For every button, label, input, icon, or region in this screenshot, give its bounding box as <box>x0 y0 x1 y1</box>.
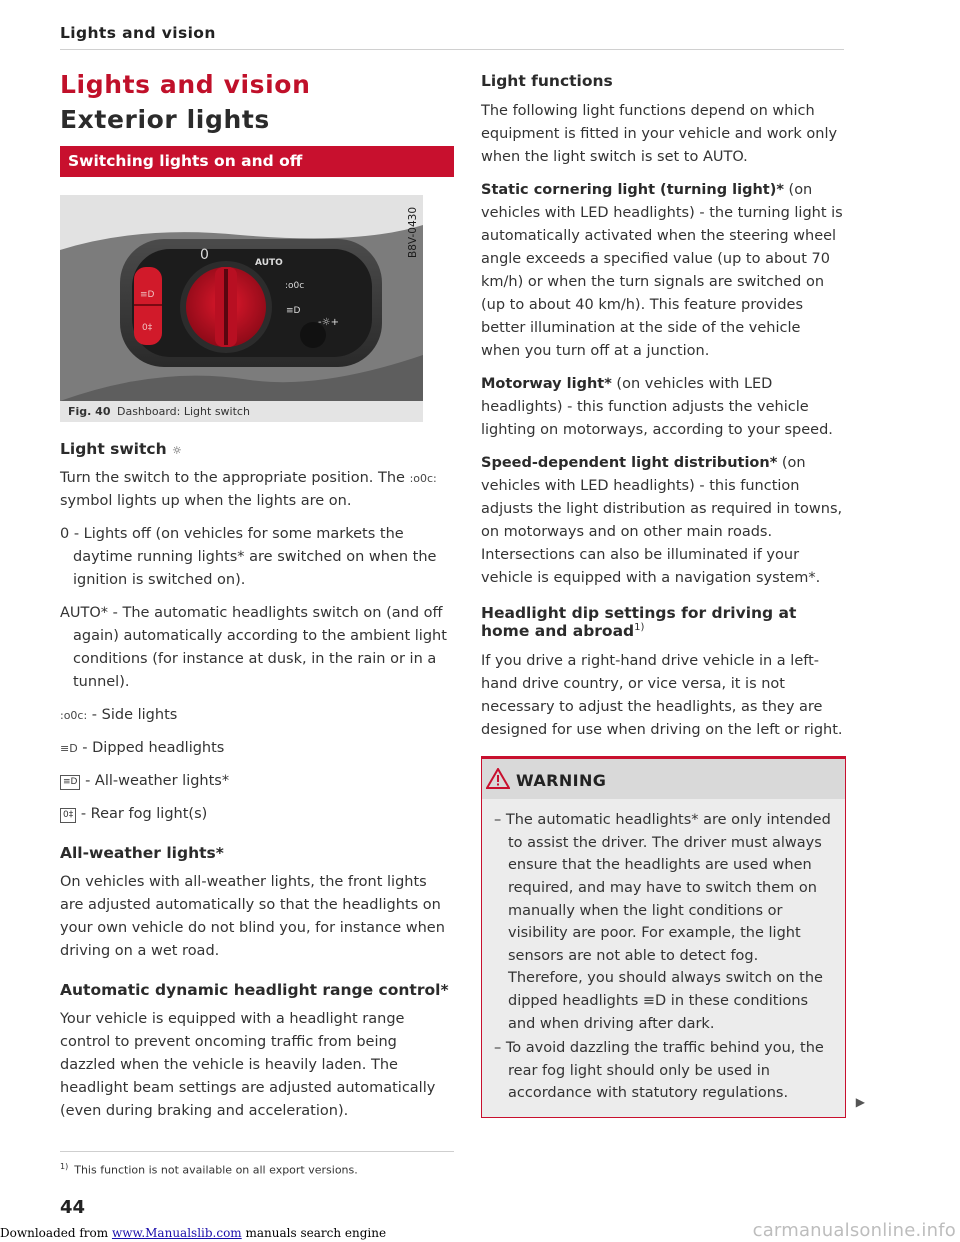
range-control-heading: Automatic dynamic headlight range control* <box>60 981 449 999</box>
light-functions-heading: Light functions <box>481 72 613 90</box>
range-control-paragraph: Your vehicle is equipped with a headlight range control to prevent oncoming traffic from being dazzled when the vehicle is heavily laden. The headlight beam settings are adjusted automatically (even during braking and acceleration). <box>60 1011 436 1119</box>
figure-number: Fig. 40 <box>68 405 111 418</box>
motorway-light-text: (on vehicles with LED headlights) - this function adjusts the vehicle lighting on motorways, according to your speed. <box>481 376 833 438</box>
item-lights-off: 0 - Lights off (on vehicles for some markets the daytime running lights* are switched on when the ignition is switched on). <box>60 526 437 588</box>
watermark: carmanualsonline.info <box>752 1220 956 1241</box>
dial-dipped-icon: ≡D <box>286 306 301 316</box>
allweather-text: - All-weather lights* <box>80 773 230 789</box>
light-switch-heading <box>60 440 454 458</box>
light-functions-intro: The following light functions depend on which equipment is fitted in your vehicle and work only when the light switch is set to AUTO. <box>481 103 838 165</box>
turn-switch-tail: symbol lights up when the lights are on. <box>60 493 352 509</box>
static-cornering-title: Static cornering light (turning light)* <box>481 182 784 198</box>
panel-fog-icon: 0‡ <box>142 323 153 333</box>
footer-prefix: Downloaded from <box>0 1226 112 1240</box>
figure-code: B8V-0430 <box>407 207 419 258</box>
static-cornering-para <box>481 179 844 363</box>
motorway-light-para <box>481 373 844 442</box>
right-column <box>481 66 865 1118</box>
warning-item-1: – The automatic headlights* are only intended to assist the driver. The driver must always ensure that the headlights are used when required, and may have to switch them on manually when the light conditions or visibility are poor. For example, the light sensors are not able to detect fog. Therefore, you should always switch on the dipped headlights ≡D in these conditions and when driving after dark. <box>494 812 831 1032</box>
dip-footnote-ref: 1) <box>634 622 645 633</box>
static-cornering-text: (on vehicles with LED headlights) - the turning light is automatically activated when the steering wheel angle exceeds a specified value (up to about 70 km/h) or when the turn signals are switched on (up to about 40 km/h). This feature provides better illumination at the side of the vehicle when you turn off at a junction. <box>481 182 843 359</box>
warning-box <box>481 756 865 1118</box>
chapter-title: Lights and vision <box>60 70 311 99</box>
turn-switch-text: Turn the switch to the appropriate position. The <box>60 470 410 486</box>
running-header <box>60 24 844 50</box>
rear-fog-icon: 0‡ <box>60 808 76 823</box>
manualslib-link[interactable]: www.Manualslib.com <box>111 1226 242 1240</box>
dip-settings-heading-text: Headlight dip settings for driving at home and abroad <box>481 604 797 641</box>
speed-dependent-text: (on vehicles with LED headlights) - this function adjusts the light distribution as required in towns, on motorways and on other main roads. Intersections can also be illuminated if your vehicle is equipped with a navigation system*. <box>481 455 843 586</box>
download-notice <box>0 1226 386 1240</box>
footnote <box>60 1162 358 1177</box>
allweather-heading: All-weather lights* <box>60 844 224 862</box>
para-turn-switch <box>60 467 454 513</box>
item-fog <box>60 803 454 826</box>
dial-brightness-icon: -☼+ <box>318 317 339 328</box>
light-switch-heading-text: Light switch <box>60 440 167 458</box>
speed-dependent-title: Speed-dependent light distribution* <box>481 455 778 471</box>
figure-caption-text: Dashboard: Light switch <box>116 405 250 418</box>
continue-arrow-icon: ▶ <box>855 1094 865 1109</box>
warning-title: WARNING <box>516 771 607 791</box>
item-side-lights <box>60 704 454 727</box>
dipped-headlights-icon: ≡D <box>60 742 78 755</box>
light-switch-illustration <box>60 195 423 401</box>
item-allweather <box>60 770 454 793</box>
side-lights-icon: :o0c: <box>60 709 88 722</box>
item-auto: AUTO* - The automatic headlights switch on (and off again) automatically according to the ambient light conditions (for instance at dusk, in the rain or in a tunnel). <box>60 605 447 690</box>
warning-body <box>482 799 845 1117</box>
running-header-title: Lights and vision <box>60 24 216 42</box>
side-lights-symbol: :o0c: <box>409 472 437 485</box>
footer-suffix: manuals search engine <box>241 1226 387 1240</box>
topic-banner: Switching lights on and off <box>60 146 454 177</box>
speed-dependent-para <box>481 452 844 590</box>
dip-settings-paragraph: If you drive a right-hand drive vehicle in a left-hand drive country, or vice versa, it is not necessary to adjust the headlights, as they are designed for use when driving on the left or right. <box>481 653 843 739</box>
figure-caption <box>60 401 423 422</box>
allweather-paragraph: On vehicles with all-weather lights, the front lights are adjusted automatically so that the headlights on your own vehicle do not blind you, for instance when driving on a wet road. <box>60 874 445 959</box>
footnote-text: This function is not available on all export versions. <box>74 1163 358 1177</box>
fog-text: - Rear fog light(s) <box>76 806 208 822</box>
warning-triangle-icon <box>486 768 510 793</box>
section-title: Exterior lights <box>60 105 270 134</box>
motorway-light-title: Motorway light* <box>481 376 612 392</box>
panel-allweather-icon: ≡D <box>140 290 155 300</box>
page-footer <box>0 1220 960 1242</box>
left-column <box>60 66 454 1133</box>
item-dipped <box>60 737 454 760</box>
dipped-text: - Dipped headlights <box>77 740 225 756</box>
page-number: 44 <box>60 1197 86 1218</box>
sun-icon: ☼ <box>172 444 182 457</box>
allweather-lights-icon: ≡D <box>60 775 80 790</box>
side-lights-text: - Side lights <box>87 707 178 723</box>
dial-label-auto: AUTO <box>255 258 283 268</box>
footnote-divider <box>60 1151 454 1152</box>
warning-header <box>482 759 845 799</box>
dial-side-lights-icon: :o0c <box>285 281 305 291</box>
light-switch-photo <box>60 195 423 401</box>
dip-settings-heading <box>481 604 844 640</box>
figure-light-switch <box>60 195 423 422</box>
warning-item-2: – To avoid dazzling the traffic behind you, the rear fog light should only be used in accordance with statutory regulations. <box>494 1040 824 1102</box>
dial-label-zero: 0 <box>200 247 209 263</box>
footnote-mark: 1) <box>60 1162 69 1171</box>
